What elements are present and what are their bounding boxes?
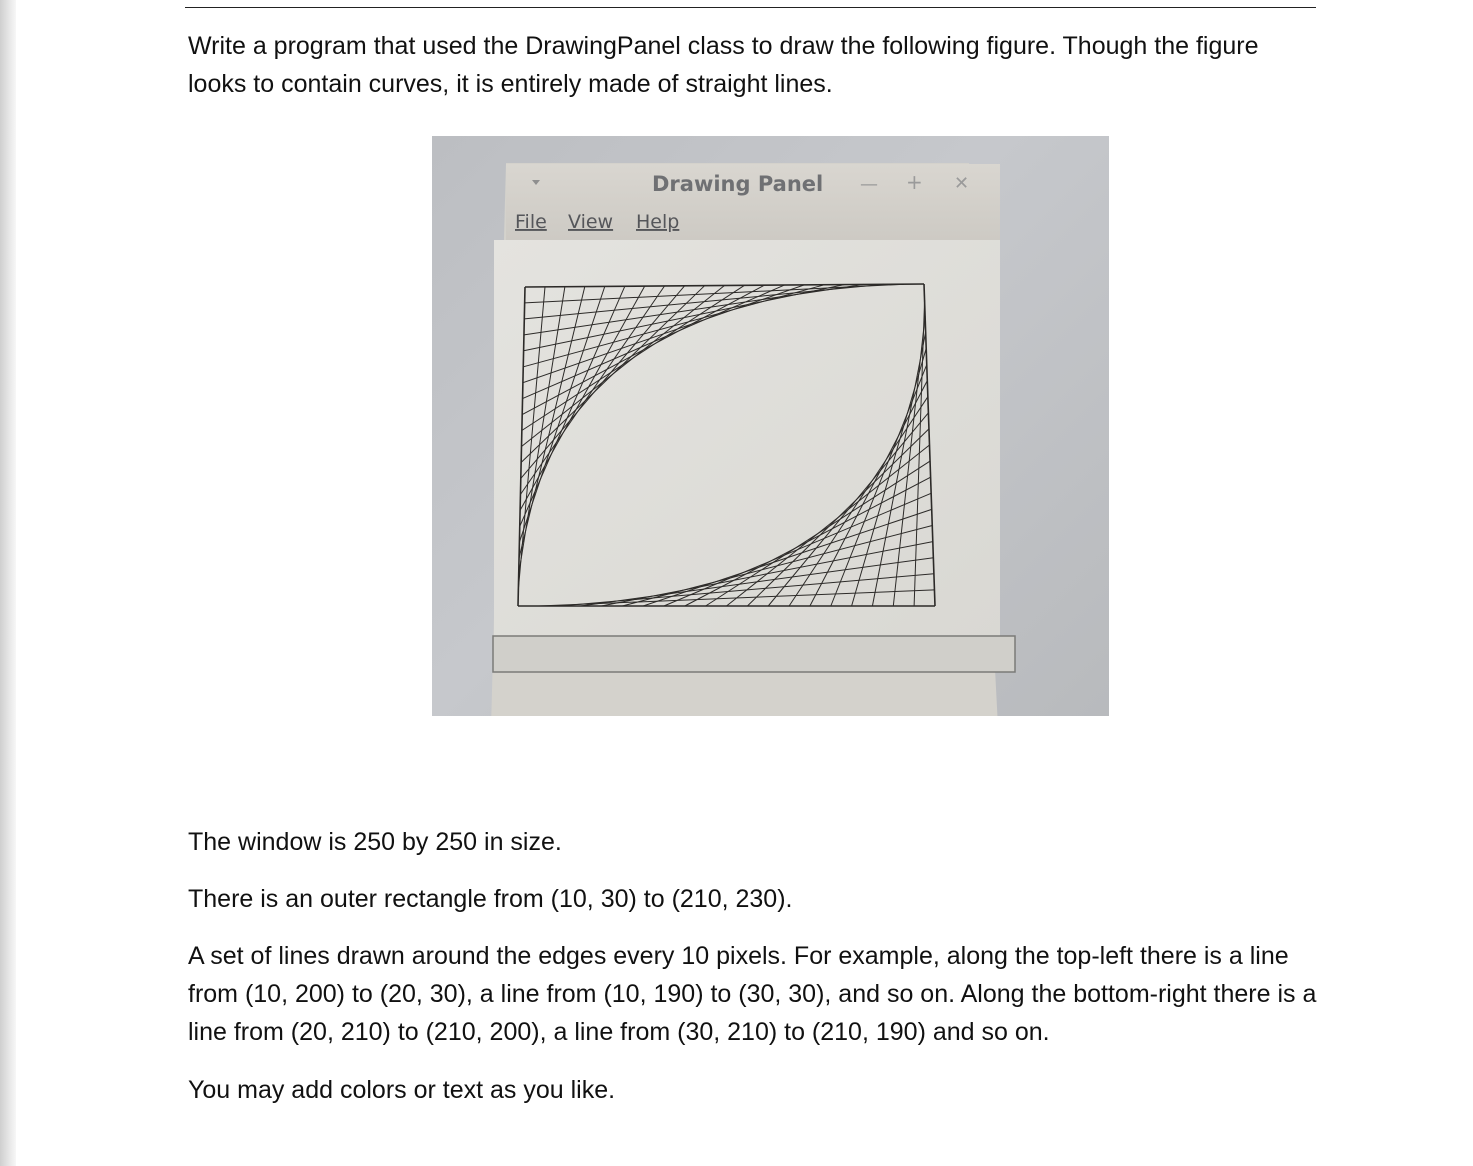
menu-file[interactable]: File: [515, 211, 547, 233]
drawing-panel-photo: [432, 136, 1109, 716]
close-icon[interactable]: ✕: [954, 173, 970, 194]
menu-help[interactable]: Help: [636, 211, 680, 233]
minimize-icon[interactable]: —: [860, 174, 878, 195]
window-size-paragraph: The window is 250 by 250 in size.: [188, 828, 562, 856]
menu-view[interactable]: View: [568, 211, 614, 233]
colors-paragraph: You may add colors or text as you like.: [188, 1076, 616, 1104]
page-edge-shadow: [0, 0, 16, 1166]
top-rule: [185, 7, 1316, 8]
drawing-panel-window: [432, 136, 1109, 716]
intro-paragraph: Write a program that used the DrawingPanel class to draw the following figure. Though the figure looks to contain curves, it is entirely made of straight lines.: [188, 32, 1259, 98]
status-bar[interactable]: [493, 636, 1015, 672]
maximize-icon[interactable]: +: [906, 170, 923, 194]
outer-rectangle-paragraph: There is an outer rectangle from (10, 30) to (210, 230).: [188, 885, 793, 913]
window-title: Drawing Panel: [652, 172, 824, 196]
lines-description-paragraph: A set of lines drawn around the edges every 10 pixels. For example, along the top-left there is a line from (10, 200) to (20, 30), a line from (10, 190) to (30, 30), and so on. Along the bottom-right there is a line from (20, 210) to (210, 200), a line from (30, 210) to (210, 190) and so on.: [188, 942, 1317, 1046]
